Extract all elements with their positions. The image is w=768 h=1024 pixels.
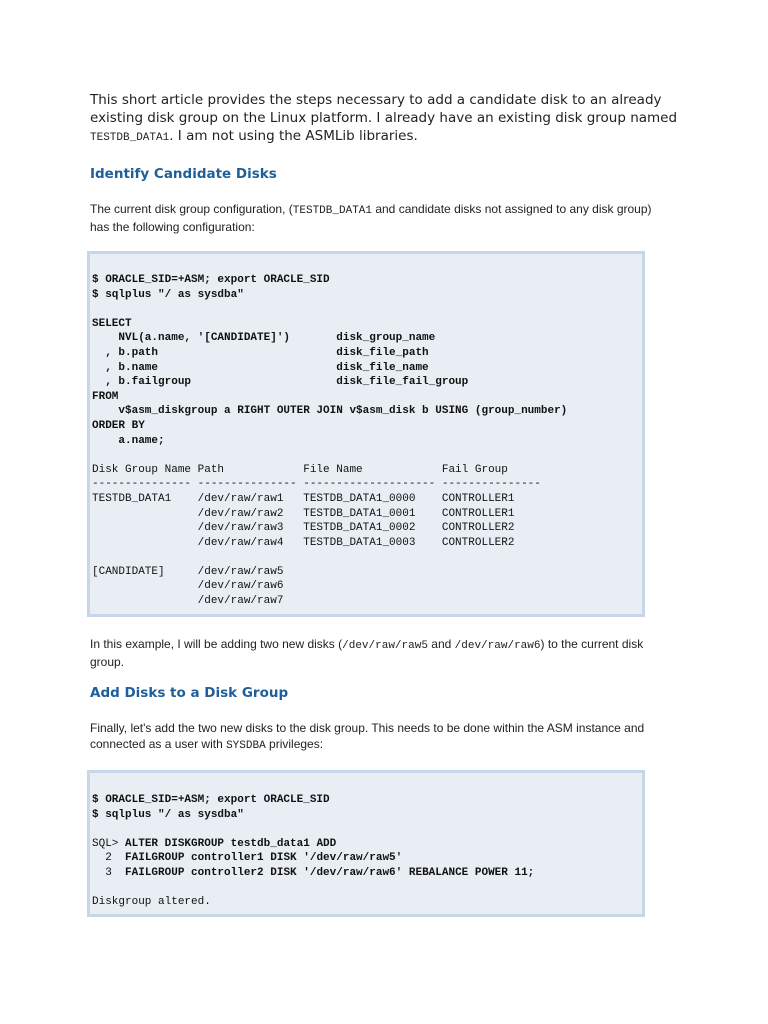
code-line <box>92 288 642 303</box>
intro-text-1: This short article provides the steps necessary to add a candidate disk to an already existing disk group on the Linux platform. I already have an existing disk group named <box>90 92 678 126</box>
code-listing <box>92 793 642 910</box>
example-text-3: ) to the current disk group. <box>90 637 644 669</box>
example-text-2: and <box>427 637 455 651</box>
section1-paragraph <box>90 201 665 235</box>
section2-text-1: Finally, let's add the two new disks to the disk group. This needs to be done within the ASM instance and connected as a user with <box>90 721 645 751</box>
code-line <box>92 822 642 837</box>
code-line <box>92 808 642 823</box>
code-line <box>92 448 642 463</box>
code-line <box>92 317 642 332</box>
code-line-text: /dev/raw/raw7 <box>92 595 284 608</box>
example-text-1: In this example, I will be adding two new disks ( <box>90 637 343 651</box>
code-line-text: v$asm_diskgroup a RIGHT OUTER JOIN v$asm_disk b USING (group_number) <box>92 405 568 418</box>
code-line <box>92 594 642 609</box>
code-line-text: $ sqlplus "/ as sysdba" <box>92 288 244 301</box>
code-line <box>92 419 642 434</box>
code-line <box>92 375 642 390</box>
code-line-text: Diskgroup altered. <box>92 896 211 909</box>
code-line-text: /dev/raw/raw3 TESTDB_DATA1_0002 CONTROLLER2 <box>92 522 515 535</box>
code-line <box>92 507 642 522</box>
code-line-text: Disk Group Name Path File Name Fail Group <box>92 463 508 476</box>
code-line-text: --------------- --------------- -------------------- --------------- <box>92 478 541 491</box>
code-line-text: /dev/raw/raw6 <box>92 580 284 593</box>
code-line <box>92 331 642 346</box>
code-line <box>92 346 642 361</box>
code-line-text: $ ORACLE_SID=+ASM; export ORACLE_SID <box>92 794 330 806</box>
code-line-text: a.name; <box>92 434 165 447</box>
code-line <box>92 536 642 551</box>
code-line-text: FAILGROUP controller1 DISK '/dev/raw/raw5' <box>125 852 403 865</box>
code-block-identify <box>87 251 645 617</box>
code-line <box>92 881 642 896</box>
code-line <box>92 477 642 492</box>
code-line <box>92 866 642 881</box>
code-line-text: SELECT <box>92 317 132 330</box>
section-heading-identify: Identify Candidate Disks <box>90 166 277 182</box>
code-line-prompt: SQL> <box>92 837 126 850</box>
code-line-text: /dev/raw/raw4 TESTDB_DATA1_0003 CONTROLLER2 <box>92 536 515 549</box>
code-line <box>92 565 642 580</box>
code-line-text: $ ORACLE_SID=+ASM; export ORACLE_SID <box>92 274 330 286</box>
section2-paragraph <box>90 720 680 754</box>
section2-text-2: privileges: <box>265 737 324 751</box>
code-block-add <box>87 770 645 917</box>
code-line <box>92 302 642 317</box>
code-line-text: ALTER DISKGROUP testdb_data1 ADD <box>125 837 337 850</box>
code-line <box>92 579 642 594</box>
example-code-raw5: /dev/raw/raw5 <box>342 640 428 652</box>
code-line <box>92 361 642 376</box>
code-line <box>92 851 642 866</box>
intro-code-diskgroup: TESTDB_DATA1 <box>90 132 170 144</box>
code-line-text: [CANDIDATE] /dev/raw/raw5 <box>92 565 284 578</box>
example-code-raw6: /dev/raw/raw6 <box>454 640 541 652</box>
intro-paragraph <box>90 91 690 147</box>
code-line-text: /dev/raw/raw2 TESTDB_DATA1_0001 CONTROLLER1 <box>92 507 515 520</box>
code-line-text: TESTDB_DATA1 /dev/raw/raw1 TESTDB_DATA1_0000 CONTROLLER1 <box>92 492 515 505</box>
section1-code: TESTDB_DATA1 <box>292 205 372 217</box>
section1-text-1: The current disk group configuration, ( <box>90 202 293 216</box>
code-line-text: $ sqlplus "/ as sysdba" <box>92 808 244 821</box>
code-line-prompt: 3 <box>92 866 126 879</box>
code-line <box>92 463 642 478</box>
code-line-prompt: 2 <box>92 852 126 865</box>
code-line-text: , b.path disk_file_path <box>92 346 429 359</box>
section2-code: SYSDBA <box>226 740 266 752</box>
code-line <box>92 434 642 449</box>
code-line-text: ORDER BY <box>92 419 145 432</box>
code-line <box>92 390 642 405</box>
code-line-text: NVL(a.name, '[CANDIDATE]') disk_group_name <box>92 332 436 345</box>
section1-text-2: and candidate disks not assigned to any disk group) has the following configuration: <box>90 202 652 234</box>
code-line <box>92 895 642 910</box>
code-line <box>92 521 642 536</box>
code-line <box>92 404 642 419</box>
code-line <box>92 492 642 507</box>
intro-text-2: . I am not using the ASMLib libraries. <box>169 128 418 144</box>
code-line <box>92 550 642 565</box>
section-heading-add: Add Disks to a Disk Group <box>90 685 289 701</box>
code-line <box>92 837 642 852</box>
example-paragraph <box>90 636 680 670</box>
code-line <box>92 793 642 808</box>
code-line <box>92 273 642 288</box>
code-line-text: FROM <box>92 390 119 403</box>
code-line-text: FAILGROUP controller2 DISK '/dev/raw/raw6' REBALANCE POWER 11; <box>125 866 535 879</box>
code-listing <box>92 273 642 609</box>
code-line-text: , b.failgroup disk_file_fail_group <box>92 376 469 389</box>
code-line-text: , b.name disk_file_name <box>92 361 429 374</box>
